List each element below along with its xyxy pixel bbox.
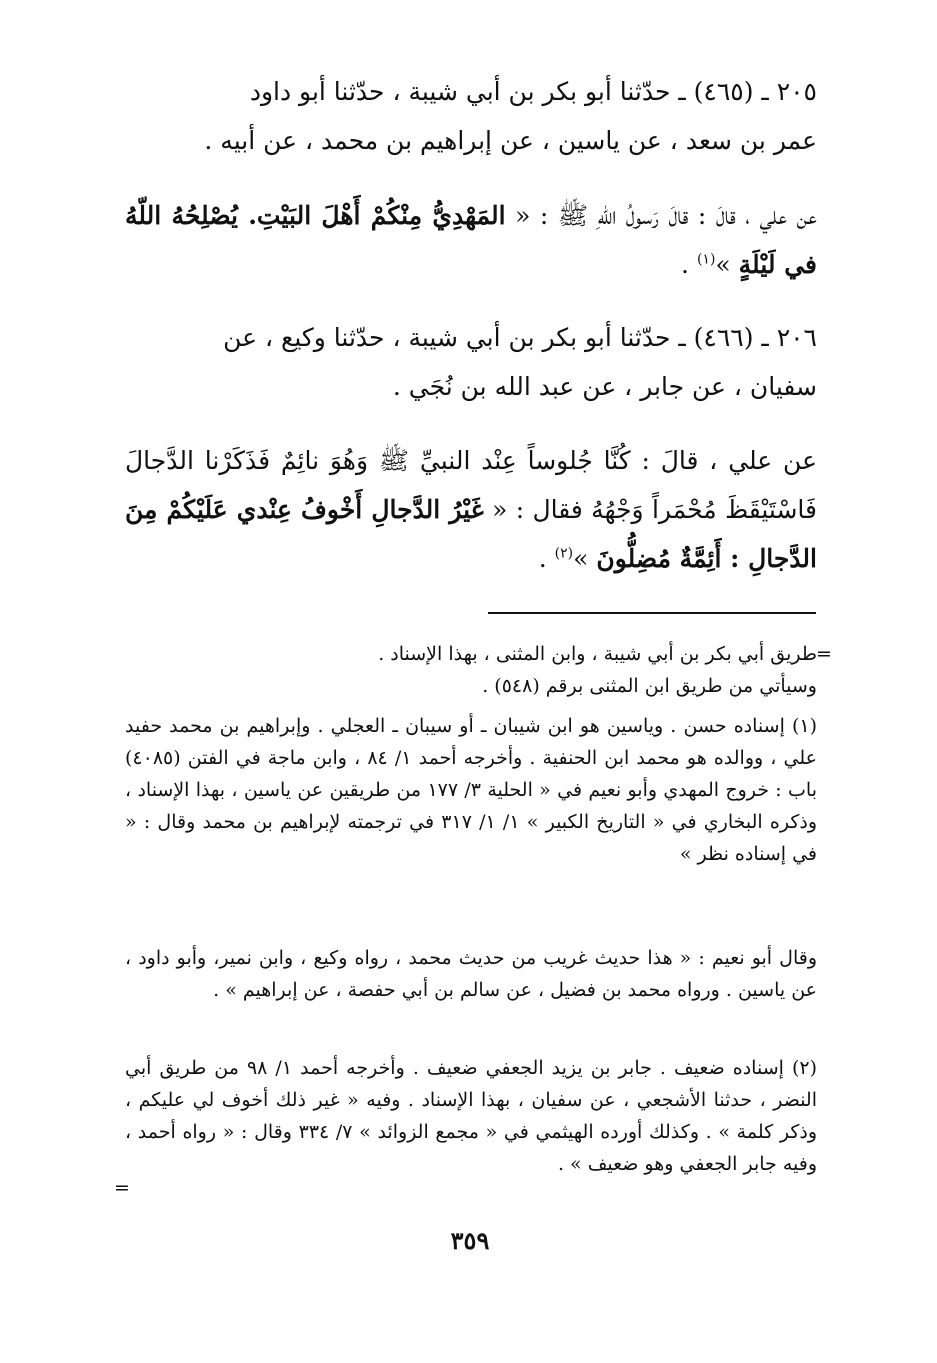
hadith-205-close-quote: »: [715, 250, 731, 279]
hadith-205-isnad-line-2: عمر بن سعد ، عن ياسين ، عن إبراهيم بن محمد ، عن أبيه .: [204, 126, 817, 155]
footnote-2: (٢) إسناده ضعيف . جابر بن يزيد الجعفي ضعيف . وأخرجه أحمد ١/ ٩٨ من طريق أبي النضر ، حدثنا الأشجعي ، عن سفيان ، بهذا الإسناد . وفيه « غير ذلك أخوف لي عليكم ، وذكر كلمة » . وكذلك أورده الهيثمي في « مجمع الزوائد » ٧/ ٣٣٤ وقال : « رواه أحمد ، وفيه جابر الجعفي وهو ضعيف » .: [125, 1057, 818, 1175]
hadith-205-matn: [125, 191, 817, 289]
hadith-206-isnad: [125, 313, 817, 411]
page-number: ٣٥٩: [450, 1226, 490, 1255]
hadith-205-intro: عن علي ، قالَ : قالَ رَسولُ اللّهِ ﷺ : «: [515, 201, 817, 230]
hadith-206-matn: [125, 436, 817, 583]
footnote-continued-line-2: وسيأتي من طريق ابن المثنى برقم (٥٤٨) .: [482, 675, 817, 697]
continues-next-page-mark: =: [114, 1177, 130, 1199]
hadith-205-text: المَهْدِيُّ مِنْكُمْ أَهْلَ البَيْتِ. يُصْلِحُهُ اللّهُ في لَيْلَةٍ: [125, 201, 817, 279]
footnote-1: (١) إسناده حسن . وياسين هو ابن شيبان ـ أو سيبان ـ العجلي . وإبراهيم بن محمد حفيد علي ، ووالده هو محمد ابن الحنفية . وأخرجه أحمد ١/ ٨٤ ، وابن ماجة في الفتن (٤٠٨٥) باب : خروج المهدي وأبو نعيم في « الحلية ٣/ ١٧٧ من طريقين عن ياسين ، بهذا الإسناد ، وذكره البخاري في « التاريخ الكبير » ١/ ١/ ٣١٧ في ترجمته لإبراهيم بن محمد وقال : « في إسناده نظر »: [125, 715, 817, 865]
footnote-continued: [125, 638, 817, 702]
footnote-ref-1[interactable]: (١): [696, 251, 716, 268]
continuation-mark: =: [816, 643, 832, 665]
hadith-206-isnad-line-1: ٢٠٦ ـ (٤٦٦) ـ حدّثنا أبو بكر بن أبي شيبة ، حدّثنا وكيع ، عن: [223, 323, 817, 352]
hadith-206-isnad-line-2: سفيان ، عن جابر ، عن عبد الله بن نُجَي .: [392, 372, 817, 401]
hadith-206-text: غَيْرُ الدَّجالِ أَخْوفُ عِنْدي عَلَيْكُمْ مِنَ الدَّجالِ : أَئِمَّةٌ مُضِلُّونَ: [125, 495, 817, 573]
hadith-206-close-quote: »: [573, 544, 589, 573]
hadith-206-end: .: [538, 544, 555, 573]
footnote-separator: [488, 612, 816, 614]
hadith-205-isnad-line-1: ٢٠٥ ـ (٤٦٥) ـ حدّثنا أبو بكر بن أبي شيبة ، حدّثنا أبو داود: [249, 77, 817, 106]
footnote-ref-2[interactable]: (٢): [554, 545, 574, 562]
footnote-continued-line-1: طريق أبي بكر بن أبي شيبة ، وابن المثنى ، بهذا الإسناد .: [378, 643, 817, 665]
footnote-1-continued: وقال أبو نعيم : « هذا حديث غريب من حديث محمد ، رواه وكيع ، وابن نمير، وأبو داود ، عن ياسين . ورواه محمد بن فضيل ، عن سالم بن أبي حفصة ، عن إبراهيم » .: [125, 947, 817, 1001]
hadith-206-intro: عن علي ، قالَ : كُنَّا جُلوساً عِنْد النبيِّ ﷺ وَهُوَ نائِمٌ فَذَكَرْنا الدَّجالَ فَاسْتَيْقَظَ مُحْمَراً وَجْهُهُ فقال : «: [125, 446, 817, 524]
hadith-205-isnad: [125, 67, 817, 165]
hadith-205-end: .: [681, 250, 697, 279]
